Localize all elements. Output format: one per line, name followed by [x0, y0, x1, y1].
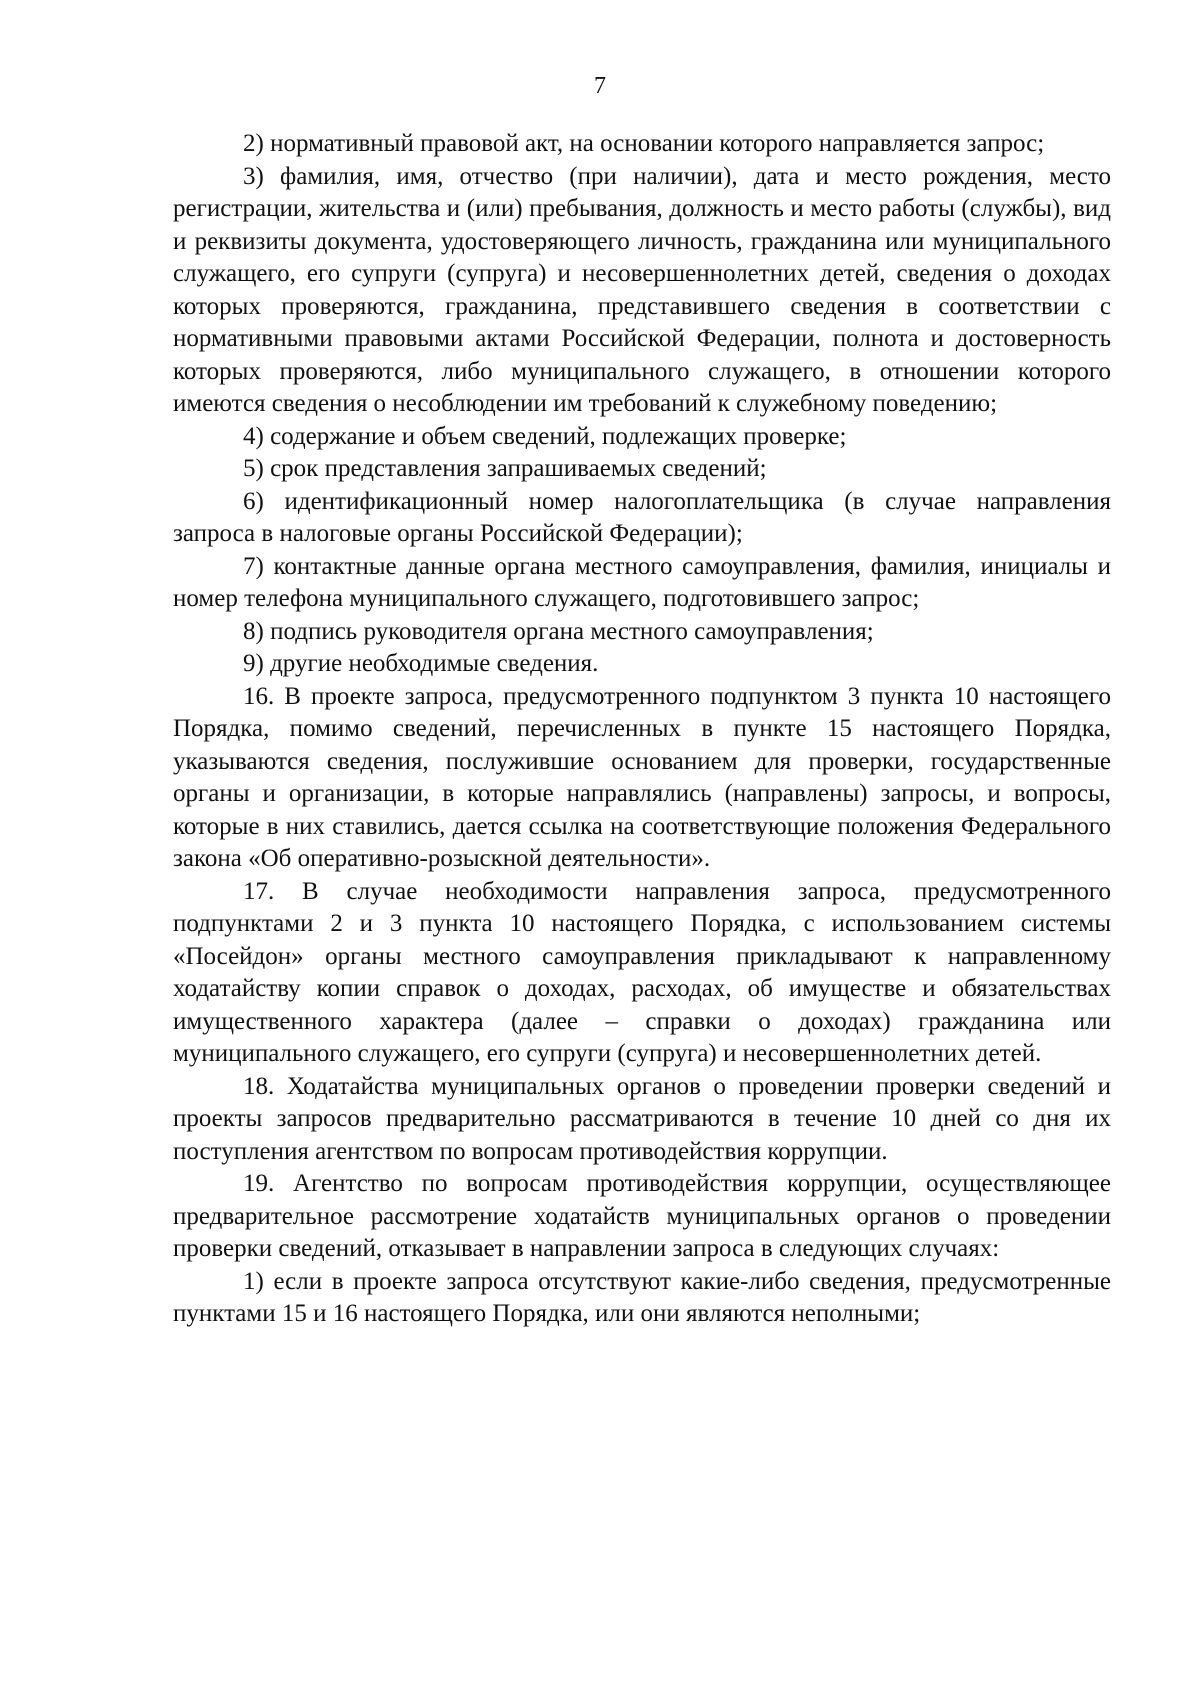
list-item-2-legal-act: 2) нормативный правовой акт, на основании которого направляется запрос;	[243, 130, 1045, 157]
clause-18: 18. Ходатайства муниципальных органов о проведении проверки сведений и проекты запросов предварительно рассматриваются в течение 10 дней со дня их поступления агентством по вопросам противодействия коррупции.	[173, 1072, 1111, 1165]
clause-19: 19. Агентство по вопросам противодействия коррупции, осуществляющее предварительное рассмотрение ходатайств муниципальных органов о проведении проверки сведений, отказывает в направлении запроса в следующих случаях:	[173, 1170, 1111, 1262]
clause-17: 17. В случае необходимости направления запроса, предусмотренного подпунктами 2 и 3 пункта 10 настоящего Порядка, с использованием системы «Посейдон» органы местного самоуправления прикладывают к направленному ходатайству копии справок о доходах, расходах, об имуществе и обязательствах имущественного характера (далее – справки о доходах) гражданина или муниципального служащего, его супруги (супруга) и несовершеннолетних детей.	[173, 877, 1111, 1067]
page-number: 7	[594, 73, 606, 99]
list-item-4-scope: 4) содержание и объем сведений, подлежащих проверке;	[243, 422, 847, 450]
clause-19-item-1: 1) если в проекте запроса отсутствуют какие-либо сведения, предусмотренные пунктами 15 и 16 настоящего Порядка, или они являются неполными;	[173, 1267, 1111, 1327]
list-item-8-signature: 8) подпись руководителя органа местного самоуправления;	[243, 617, 874, 645]
list-item-5-deadline: 5) срок представления запрашиваемых сведений;	[243, 455, 767, 482]
list-item-9-other: 9) другие необходимые сведения.	[243, 650, 599, 677]
list-item-3-personal-data: 3) фамилия, имя, отчество (при наличии), дата и место рождения, место регистрации, жительства и (или) пребывания, должность и место работы (службы), вид и реквизиты документа, удостоверяющего личность, гражданина или муниципального служащего, его супруги (супруга) и несовершеннолетних детей, сведения о доходах которых проверяются, гражданина, представившего сведения в соответствии с нормативными правовыми актами Российской Федерации, полнота и достоверность которых проверяются, либо муниципального служащего, в отношении которого имеются сведения о несоблюдении им требований к служебному поведению;	[173, 162, 1111, 417]
document-body	[173, 128, 1111, 1331]
list-item-6-tax-id: 6) идентификационный номер налогоплательщика (в случае направления запроса в налоговые органы Российской Федерации);	[173, 487, 1111, 547]
list-item-7-contacts: 7) контактные данные органа местного самоуправления, фамилия, инициалы и номер телефона муниципального служащего, подготовившего запрос;	[173, 552, 1111, 612]
clause-16: 16. В проекте запроса, предусмотренного подпунктом 3 пункта 10 настоящего Порядка, помимо сведений, перечисленных в пункте 15 настоящего Порядка, указываются сведения, послужившие основанием для проверки, государственные органы и организации, в которые направлялись (направлены) запросы, и вопросы, которые в них ставились, дается ссылка на соответствующие положения Федерального закона «Об оперативно-розыскной деятельности».	[173, 682, 1111, 872]
